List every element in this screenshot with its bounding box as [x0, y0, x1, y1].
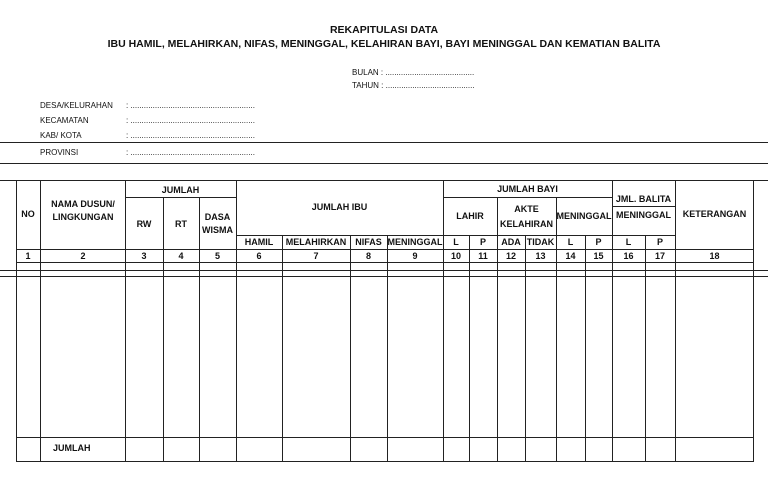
col-number: 15 [593, 251, 604, 261]
col-hamil: HAMIL [244, 237, 274, 247]
col-melahirkan: MELAHIRKAN [285, 237, 347, 247]
kecamatan-value: : ........................................................ [126, 116, 255, 125]
col-number: 11 [478, 251, 488, 261]
col-number: 16 [623, 251, 634, 261]
provinsi-value: : ........................................................ [126, 148, 255, 157]
col-number: 6 [256, 251, 262, 261]
col-keterangan: KETERANGAN [682, 209, 747, 219]
col-meninggal-balita: MENINGGAL [616, 210, 671, 220]
col-jumlah: JUMLAH [161, 185, 200, 195]
col-number: 4 [178, 251, 184, 261]
col-jumlah-ibu: JUMLAH IBU [311, 202, 368, 212]
col-lahir-p: P [479, 237, 486, 247]
provinsi-label: PROVINSI [40, 148, 79, 157]
col-number: 13 [535, 251, 546, 261]
form-subtitle: IBU HAMIL, MELAHIRKAN, NIFAS, MENINGGAL, KELAHIRAN BAYI, BAYI MENINGGAL DAN KEMATIAN BALITA [107, 38, 661, 50]
kecamatan-label: KECAMATAN [40, 116, 89, 125]
col-akte-ada: ADA [501, 237, 521, 247]
col-meninggal-l: L [567, 237, 574, 247]
bulan-field: BULAN : ........................................ [352, 68, 475, 77]
col-no: NO [21, 209, 35, 219]
col-jumlah-bayi: JUMLAH BAYI [497, 184, 558, 194]
col-number: 8 [365, 251, 371, 261]
col-lahir: LAHIR [456, 211, 484, 221]
col-jml-balita: JML. BALITA [615, 194, 672, 204]
col-nifas: NIFAS [355, 237, 382, 247]
col-number: 14 [565, 251, 576, 261]
col-number: 5 [214, 251, 220, 261]
col-number: 12 [505, 251, 516, 261]
col-number: 17 [654, 251, 665, 261]
col-number: 7 [313, 251, 319, 261]
col-number: 18 [709, 251, 720, 261]
col-number: 10 [450, 251, 461, 261]
desa-label: DESA/KELURAHAN [40, 101, 113, 110]
col-number: 9 [412, 251, 418, 261]
col-akte-kelahiran: AKTE KELAHIRAN [500, 204, 553, 229]
col-meninggal-bayi: MENINGGAL [556, 211, 612, 221]
total-row-label: JUMLAH [53, 443, 91, 453]
col-balita-l: L [625, 237, 632, 247]
col-akte-tidak: TIDAK [526, 237, 555, 247]
col-lahir-l: L [453, 237, 459, 247]
col-dasa-wisma: DASA WISMA [202, 212, 233, 235]
col-meninggal-ibu: MENINGGAL [387, 237, 443, 247]
tahun-field: TAHUN : ........................................ [352, 81, 475, 90]
col-meninggal-p: P [595, 237, 602, 247]
kabkota-label: KAB/ KOTA [40, 131, 82, 140]
col-rt: RT [175, 219, 187, 229]
col-number: 2 [80, 251, 86, 261]
col-rw: RW [136, 219, 152, 229]
col-number: 1 [25, 251, 31, 261]
kabkota-value: : ........................................................ [126, 131, 255, 140]
form-title: REKAPITULASI DATA [329, 24, 439, 36]
col-balita-p: P [656, 237, 663, 247]
col-nama-dusun: NAMA DUSUN/ LINGKUNGAN [51, 199, 115, 222]
desa-value: : ........................................................ [126, 101, 255, 110]
col-number: 3 [141, 251, 147, 261]
